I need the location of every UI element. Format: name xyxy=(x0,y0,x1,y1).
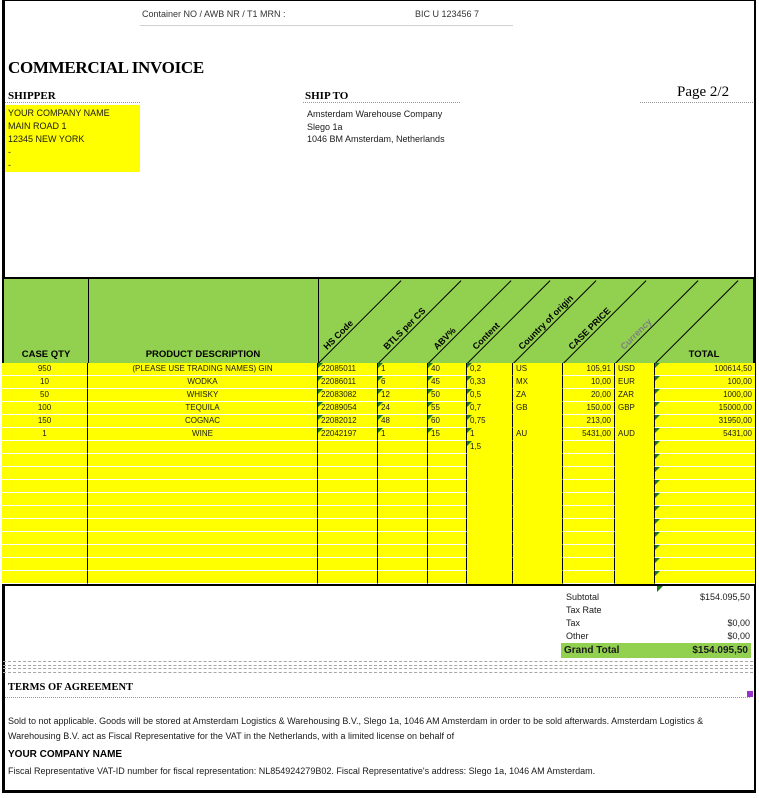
error-indicator-icon xyxy=(467,376,472,381)
table-cell[interactable] xyxy=(318,571,378,584)
error-indicator-icon xyxy=(655,402,660,407)
table-cell[interactable] xyxy=(467,493,513,506)
table-cell[interactable]: 0,75 xyxy=(467,415,513,428)
table-cell[interactable] xyxy=(467,467,513,480)
error-indicator-icon xyxy=(655,493,660,498)
table-cell[interactable] xyxy=(655,493,755,506)
error-indicator-icon xyxy=(655,454,660,459)
table-cell[interactable]: 5431,00 xyxy=(655,428,755,441)
table-cell[interactable] xyxy=(563,532,615,545)
table-cell[interactable]: 10 xyxy=(2,376,88,389)
table-cell[interactable]: ZA xyxy=(513,389,563,402)
error-indicator-icon xyxy=(378,428,383,433)
table-cell[interactable] xyxy=(655,532,755,545)
shipper-line: 12345 NEW YORK xyxy=(8,134,85,144)
error-indicator-icon xyxy=(467,415,472,420)
table-cell[interactable]: 213,00 xyxy=(563,415,615,428)
table-cell[interactable]: 1 xyxy=(378,363,428,376)
grand-total-row[interactable] xyxy=(561,643,751,658)
error-indicator-icon xyxy=(655,545,660,550)
table-cell[interactable] xyxy=(378,493,428,506)
comment-marker xyxy=(747,691,753,697)
error-indicator-icon xyxy=(428,415,433,420)
table-cell[interactable] xyxy=(318,467,378,480)
dashed-separator xyxy=(3,668,753,673)
ship-to-line: Amsterdam Warehouse Company xyxy=(307,109,443,119)
table-cell[interactable]: 1 xyxy=(2,428,88,441)
table-cell[interactable] xyxy=(655,571,755,584)
table-cell[interactable] xyxy=(615,558,655,571)
table-cell[interactable] xyxy=(513,480,563,493)
table-cell[interactable] xyxy=(467,506,513,519)
table-cell[interactable] xyxy=(88,493,318,506)
table-cell[interactable] xyxy=(428,467,467,480)
table-cell[interactable] xyxy=(428,506,467,519)
error-indicator-icon xyxy=(655,519,660,524)
shipper-line: - xyxy=(8,147,11,157)
table-cell[interactable]: ZAR xyxy=(615,389,655,402)
table-cell[interactable]: TEQUILA xyxy=(88,402,318,415)
table-cell[interactable] xyxy=(2,441,88,454)
table-cell[interactable]: 1 xyxy=(467,428,513,441)
error-indicator-icon xyxy=(655,571,660,576)
table-cell[interactable] xyxy=(615,493,655,506)
table-cell[interactable] xyxy=(615,415,655,428)
table-cell[interactable] xyxy=(318,506,378,519)
table-cell[interactable]: 45 xyxy=(428,376,467,389)
error-indicator-icon xyxy=(655,363,660,368)
table-cell[interactable] xyxy=(318,532,378,545)
table-cell[interactable]: US xyxy=(513,363,563,376)
grand-total-label: Grand Total xyxy=(564,645,620,656)
error-indicator-icon xyxy=(655,558,660,563)
table-cell[interactable]: 22042197 xyxy=(318,428,378,441)
table-cell[interactable]: AUD xyxy=(615,428,655,441)
table-cell[interactable] xyxy=(467,519,513,532)
table-cell[interactable] xyxy=(378,558,428,571)
error-indicator-icon xyxy=(655,376,660,381)
table-cell[interactable] xyxy=(428,545,467,558)
shipper-underline xyxy=(5,102,140,103)
total-row-label: Tax xyxy=(566,618,581,628)
table-cell[interactable]: 10,00 xyxy=(563,376,615,389)
table-cell[interactable]: 0,2 xyxy=(467,363,513,376)
column-header-rotated: CASE PRICE xyxy=(566,305,613,352)
table-cell[interactable]: 1,5 xyxy=(467,441,513,454)
table-cell[interactable] xyxy=(563,441,615,454)
container-number-label: Container NO / AWB NR / T1 MRN : xyxy=(142,9,286,19)
column-header-rotated: Content xyxy=(470,320,502,352)
ship-to-label: SHIP TO xyxy=(305,90,349,102)
table-cell[interactable] xyxy=(378,519,428,532)
table-body xyxy=(2,363,755,584)
table-cell[interactable] xyxy=(655,519,755,532)
table-cell[interactable] xyxy=(513,493,563,506)
error-indicator-icon xyxy=(655,389,660,394)
table-cell[interactable]: 105,91 xyxy=(563,363,615,376)
table-cell[interactable]: 950 xyxy=(2,363,88,376)
table-cell[interactable]: 5431,00 xyxy=(563,428,615,441)
table-cell[interactable] xyxy=(428,441,467,454)
table-cell[interactable] xyxy=(467,571,513,584)
page-number-underline xyxy=(640,102,753,103)
error-indicator-icon xyxy=(467,389,472,394)
table-cell[interactable] xyxy=(378,571,428,584)
error-indicator-icon xyxy=(318,402,323,407)
table-cell[interactable]: 0,33 xyxy=(467,376,513,389)
error-indicator-icon xyxy=(655,506,660,511)
shipper-address-field[interactable] xyxy=(5,105,140,172)
table-cell[interactable] xyxy=(2,571,88,584)
table-cell[interactable] xyxy=(563,571,615,584)
table-cell[interactable]: 22086011 xyxy=(318,376,378,389)
table-cell[interactable] xyxy=(88,441,318,454)
table-cell[interactable]: WODKA xyxy=(88,376,318,389)
table-cell[interactable]: 22089054 xyxy=(318,402,378,415)
table-cell[interactable] xyxy=(378,545,428,558)
table-cell[interactable] xyxy=(467,545,513,558)
table-cell[interactable] xyxy=(2,454,88,467)
table-cell[interactable] xyxy=(378,467,428,480)
table-cell[interactable] xyxy=(513,532,563,545)
table-cell[interactable]: 50 xyxy=(2,389,88,402)
table-cell[interactable] xyxy=(88,519,318,532)
error-indicator-icon xyxy=(428,428,433,433)
table-cell[interactable] xyxy=(378,441,428,454)
error-indicator-icon xyxy=(655,415,660,420)
table-cell[interactable] xyxy=(88,467,318,480)
table-cell[interactable] xyxy=(318,454,378,467)
table-cell[interactable] xyxy=(88,532,318,545)
page-title: COMMERCIAL INVOICE xyxy=(8,58,204,77)
page-number: Page 2/2 xyxy=(677,84,730,100)
column-header-rotated: ABV% xyxy=(431,325,458,352)
table-cell[interactable] xyxy=(615,441,655,454)
table-cell[interactable] xyxy=(563,493,615,506)
table-cell[interactable] xyxy=(2,558,88,571)
table-cell[interactable]: 15000,00 xyxy=(655,402,755,415)
table-cell[interactable]: 22083082 xyxy=(318,389,378,402)
table-cell[interactable] xyxy=(2,545,88,558)
terms-of-agreement-label: TERMS OF AGREEMENT xyxy=(8,682,134,693)
table-cell[interactable] xyxy=(615,467,655,480)
table-cell[interactable] xyxy=(2,467,88,480)
error-indicator-icon xyxy=(655,532,660,537)
table-cell[interactable]: 31950,00 xyxy=(655,415,755,428)
table-cell[interactable] xyxy=(428,480,467,493)
shipper-line: YOUR COMPANY NAME xyxy=(8,108,110,118)
error-indicator-icon xyxy=(428,389,433,394)
error-indicator-icon xyxy=(655,441,660,446)
table-cell[interactable] xyxy=(655,558,755,571)
table-cell[interactable] xyxy=(318,545,378,558)
table-cell[interactable] xyxy=(655,441,755,454)
table-cell[interactable] xyxy=(655,467,755,480)
table-cell[interactable] xyxy=(88,558,318,571)
table-cell[interactable]: COGNAC xyxy=(88,415,318,428)
table-cell[interactable] xyxy=(467,454,513,467)
table-cell[interactable] xyxy=(88,571,318,584)
table-cell[interactable] xyxy=(428,493,467,506)
table-cell[interactable]: 1000,00 xyxy=(655,389,755,402)
ship-to-line: 1046 BM Amsterdam, Netherlands xyxy=(307,134,445,144)
table-cell[interactable]: 100614,50 xyxy=(655,363,755,376)
column-header-rotated: BTLS per CS xyxy=(381,305,428,352)
error-indicator-icon xyxy=(318,428,323,433)
table-cell[interactable] xyxy=(563,506,615,519)
table-cell[interactable]: 0,5 xyxy=(467,389,513,402)
error-indicator-icon xyxy=(657,586,663,592)
error-indicator-icon xyxy=(318,363,323,368)
table-cell[interactable]: 0,7 xyxy=(467,402,513,415)
error-indicator-icon xyxy=(428,363,433,368)
table-cell[interactable]: 6 xyxy=(378,376,428,389)
table-cell[interactable] xyxy=(428,571,467,584)
error-indicator-icon xyxy=(655,480,660,485)
table-cell[interactable] xyxy=(513,415,563,428)
column-header-product-description: PRODUCT DESCRIPTION xyxy=(145,349,261,360)
table-cell[interactable]: (PLEASE USE TRADING NAMES) GIN xyxy=(88,363,318,376)
table-cell[interactable] xyxy=(563,558,615,571)
total-row-value[interactable]: $154.095,50 xyxy=(699,592,750,602)
table-cell[interactable] xyxy=(318,558,378,571)
error-indicator-icon xyxy=(467,363,472,368)
error-indicator-icon xyxy=(378,389,383,394)
table-cell[interactable] xyxy=(88,454,318,467)
table-cell[interactable] xyxy=(88,506,318,519)
table-cell[interactable] xyxy=(615,454,655,467)
table-cell[interactable] xyxy=(428,558,467,571)
table-cell[interactable] xyxy=(88,545,318,558)
table-cell[interactable]: 150,00 xyxy=(563,402,615,415)
table-cell[interactable] xyxy=(655,545,755,558)
error-indicator-icon xyxy=(318,415,323,420)
table-cell[interactable] xyxy=(88,480,318,493)
table-cell[interactable]: 15 xyxy=(428,428,467,441)
error-indicator-icon xyxy=(428,402,433,407)
total-row-label: Other xyxy=(566,631,589,641)
total-row-value[interactable]: $0,00 xyxy=(727,631,750,641)
table-cell[interactable] xyxy=(513,519,563,532)
table-cell[interactable] xyxy=(655,480,755,493)
table-cell[interactable]: 150 xyxy=(2,415,88,428)
table-cell[interactable] xyxy=(378,532,428,545)
table-cell[interactable]: 50 xyxy=(428,389,467,402)
table-cell[interactable]: WINE xyxy=(88,428,318,441)
table-cell[interactable]: 22085011 xyxy=(318,363,378,376)
table-cell[interactable] xyxy=(318,441,378,454)
table-cell[interactable] xyxy=(513,545,563,558)
table-cell[interactable] xyxy=(467,480,513,493)
table-cell[interactable] xyxy=(615,532,655,545)
shipper-line: - xyxy=(8,160,11,170)
table-cell[interactable]: 24 xyxy=(378,402,428,415)
table-cell[interactable] xyxy=(513,441,563,454)
table-cell[interactable] xyxy=(615,545,655,558)
table-cell[interactable] xyxy=(513,454,563,467)
table-cell[interactable]: 48 xyxy=(378,415,428,428)
table-cell[interactable] xyxy=(513,506,563,519)
column-header-total: TOTAL xyxy=(688,349,720,360)
table-cell[interactable] xyxy=(615,480,655,493)
error-indicator-icon xyxy=(655,467,660,472)
container-underline xyxy=(140,25,513,26)
total-row-label: Subtotal xyxy=(566,592,600,602)
terms-underline xyxy=(5,697,750,698)
table-cell[interactable] xyxy=(513,467,563,480)
error-indicator-icon xyxy=(655,428,660,433)
table-cell[interactable] xyxy=(378,480,428,493)
shipper-line: MAIN ROAD 1 xyxy=(8,121,67,131)
table-cell[interactable] xyxy=(2,506,88,519)
error-indicator-icon xyxy=(467,402,472,407)
table-cell[interactable] xyxy=(318,493,378,506)
table-cell[interactable] xyxy=(2,519,88,532)
table-cell[interactable]: 40 xyxy=(428,363,467,376)
error-indicator-icon xyxy=(318,389,323,394)
table-cell[interactable] xyxy=(563,467,615,480)
table-cell[interactable]: GBP xyxy=(615,402,655,415)
grand-total-value: $154.095,50 xyxy=(692,645,748,656)
table-cell[interactable]: 1 xyxy=(378,428,428,441)
table-cell[interactable] xyxy=(615,519,655,532)
ship-to-line: Slego 1a xyxy=(307,121,343,132)
error-indicator-icon xyxy=(318,376,323,381)
table-cell[interactable] xyxy=(513,558,563,571)
table-cell[interactable] xyxy=(318,519,378,532)
table-cell[interactable] xyxy=(2,532,88,545)
column-header-rotated: HS Code xyxy=(321,317,356,352)
table-cell[interactable]: MX xyxy=(513,376,563,389)
table-cell[interactable]: WHISKY xyxy=(88,389,318,402)
table-cell[interactable]: 22082012 xyxy=(318,415,378,428)
error-indicator-icon xyxy=(428,376,433,381)
container-number-value[interactable]: BIC U 123456 7 xyxy=(415,9,480,19)
error-indicator-icon xyxy=(467,428,472,433)
table-cell[interactable] xyxy=(563,545,615,558)
table-cell[interactable]: 12 xyxy=(378,389,428,402)
table-header xyxy=(4,279,753,364)
company-name: YOUR COMPANY NAME xyxy=(8,749,123,760)
table-cell[interactable] xyxy=(2,480,88,493)
error-indicator-icon xyxy=(378,415,383,420)
table-cell[interactable] xyxy=(563,519,615,532)
terms-paragraph: Sold to not applicable. Goods will be stored at Amsterdam Logistics & Warehousing B.V., Slego 1a, 1046 AM Amsterdam in order to be sold afterwards. Amsterdam Logistics & Warehousing B.V. act as Fiscal Representative for the VAT in the Netherlands, with a limited license on behalf of xyxy=(8,716,704,741)
table-cell[interactable] xyxy=(513,571,563,584)
table-cell[interactable] xyxy=(428,519,467,532)
ship-to-address-field[interactable] xyxy=(307,108,445,146)
table-cell[interactable]: GB xyxy=(513,402,563,415)
table-cell[interactable]: 55 xyxy=(428,402,467,415)
total-row-value[interactable]: $0,00 xyxy=(727,618,750,628)
error-indicator-icon xyxy=(378,376,383,381)
table-cell[interactable] xyxy=(428,532,467,545)
error-indicator-icon xyxy=(378,363,383,368)
table-cell[interactable]: EUR xyxy=(615,376,655,389)
shipper-label: SHIPPER xyxy=(8,90,56,102)
error-indicator-icon xyxy=(467,441,472,446)
table-cell[interactable] xyxy=(2,493,88,506)
table-cell[interactable]: AU xyxy=(513,428,563,441)
table-cell[interactable] xyxy=(655,506,755,519)
table-cell[interactable] xyxy=(655,454,755,467)
table-cell[interactable] xyxy=(467,558,513,571)
column-header-case-qty: CASE QTY xyxy=(21,349,71,360)
error-indicator-icon xyxy=(378,402,383,407)
table-cell[interactable] xyxy=(563,454,615,467)
ship-to-underline xyxy=(303,102,460,103)
table-cell[interactable] xyxy=(428,454,467,467)
table-cell[interactable] xyxy=(563,480,615,493)
total-row-label: Tax Rate xyxy=(566,605,602,615)
table-cell[interactable] xyxy=(378,506,428,519)
table-cell[interactable]: 60 xyxy=(428,415,467,428)
dashed-separator xyxy=(3,661,753,666)
header-divider xyxy=(318,279,319,363)
column-header-rotated: Country of origin xyxy=(516,292,576,352)
column-header-rotated: Currency xyxy=(618,316,654,352)
table-cell[interactable]: 20,00 xyxy=(563,389,615,402)
table-cell[interactable] xyxy=(467,532,513,545)
table-border-bottom xyxy=(2,584,755,586)
table-cell[interactable] xyxy=(615,506,655,519)
table-cell[interactable]: USD xyxy=(615,363,655,376)
fiscal-representative-line: Fiscal Representative VAT-ID number for fiscal representation: NL854924279B02. Fiscal Representative's address: Slego 1a, 1046 AM Amsterdam. xyxy=(8,766,596,776)
table-cell[interactable] xyxy=(318,480,378,493)
table-cell[interactable]: 100 xyxy=(2,402,88,415)
table-cell[interactable]: 100,00 xyxy=(655,376,755,389)
table-cell[interactable] xyxy=(615,571,655,584)
table-cell[interactable] xyxy=(378,454,428,467)
